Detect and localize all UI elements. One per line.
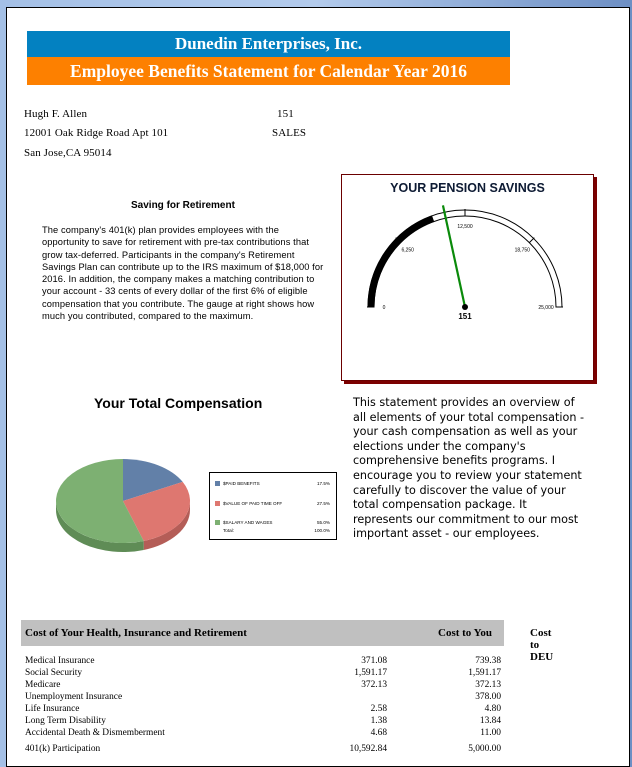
cost-to-company-value: 372.13: [475, 680, 501, 690]
gauge-tick-label: 18,750: [514, 247, 530, 254]
legend-item-paid-time-off: $VALUE OF PAID TIME OFF 27.5%: [215, 501, 330, 507]
legend-item-salary-wages: $SALARY AND WAGES 55.0%: [215, 520, 330, 526]
cost-to-company-value: 378.00: [475, 692, 501, 702]
col-header-cost-to-company: Cost to DEU: [530, 627, 554, 663]
cost-to-company-value: 739.38: [475, 656, 501, 666]
legend-swatch: [215, 520, 220, 525]
cost-table-row: [25, 727, 501, 739]
cost-table-row: [25, 703, 501, 715]
cost-item-name: 401(k) Participation: [25, 744, 101, 754]
gauge-tick-label: 6,250: [401, 247, 414, 254]
legend-swatch: [215, 501, 220, 506]
cost-to-you-value: 4.68: [370, 728, 387, 738]
legend-swatch: [215, 481, 220, 486]
gauge-needle: [443, 205, 465, 307]
cost-to-you-value: 1,591.17: [354, 668, 387, 678]
cost-to-you-value: 372.13: [361, 680, 387, 690]
cost-item-name: Medical Insurance: [25, 656, 95, 666]
pension-gauge-panel: [341, 174, 594, 381]
gauge-value-label: 151: [458, 312, 472, 321]
cost-item-name: Social Security: [25, 668, 83, 678]
cost-item-name: Medicare: [25, 680, 61, 690]
company-banner: [27, 31, 510, 57]
cost-table-title: Cost of Your Health, Insurance and Retirement: [25, 627, 247, 639]
company-name: Dunedin Enterprises, Inc.: [174, 34, 363, 53]
gauge-tick-label: 25,000: [538, 305, 554, 311]
cost-item-name: Life Insurance: [25, 704, 80, 714]
cost-table-row: [25, 655, 501, 667]
gauge-tick-label: 12,500: [457, 224, 473, 230]
statement-page: [6, 7, 630, 767]
compensation-pie-chart: [51, 454, 211, 564]
employee-name: Hugh F. Allen: [24, 108, 88, 120]
retirement-description: The company's 401(k) plan provides employees with the opportunity to save for retirement with pre-tax contributions that grow tax-deferred. Participants in the company's Retirement Savings Plan can contribute up to the IRS maximum of $18,000 for 2016. In addition, the company makes a matching contribution to your account - 33 cents of every dollar of the first 6% of eligible compensation that you contribute. The gauge at right shows how much you contributed, compared to the maximum.: [42, 225, 324, 322]
legend-total: Total: 100.0%: [223, 528, 330, 533]
compensation-overview-text: This statement provides an overview of all elements of your total compensation - your cash compensation as well as your elections under the company's comprehensive benefits programs. I encourage you to review your statement carefully to discover the value of your total compensation package. It represents our commitment to our most important asset - our employees.: [353, 396, 585, 541]
employee-department: SALES: [272, 127, 307, 139]
legend-item-paid-benefits: $PAID BENEFITS 17.5%: [215, 481, 330, 487]
pie-legend: [209, 472, 337, 540]
gauge-hub: [462, 304, 468, 310]
cost-to-company-value: 13.84: [479, 716, 501, 726]
cost-table-row: [25, 679, 501, 691]
gauge-tick-label: 0: [382, 305, 386, 311]
cost-to-company-value: 11.00: [480, 728, 501, 738]
cost-to-company-value: 1,591.17: [468, 668, 501, 678]
employee-id: 151: [277, 108, 294, 120]
pension-gauge: [342, 175, 593, 380]
compensation-title: Your Total Compensation: [94, 395, 263, 411]
gauge-title: YOUR PENSION SAVINGS: [390, 181, 545, 195]
cost-item-name: Long Term Disability: [25, 716, 106, 726]
cost-item-name: Unemployment Insurance: [25, 692, 123, 702]
cost-to-you-value: 10,592.84: [349, 744, 387, 754]
col-header-cost-to-you: Cost to You: [438, 627, 492, 639]
cost-table-row: [25, 667, 501, 679]
retirement-title: Saving for Retirement: [131, 200, 235, 211]
cost-to-you-value: 371.08: [361, 656, 387, 666]
statement-title-banner: [27, 57, 510, 85]
cost-table-row: [25, 743, 501, 755]
cost-to-you-value: 2.58: [370, 704, 387, 714]
cost-table-row: [25, 691, 501, 703]
cost-to-company-value: 5,000.00: [468, 744, 501, 754]
employee-street: 12001 Oak Ridge Road Apt 101: [24, 127, 169, 139]
cost-to-you-value: 1.38: [370, 716, 387, 726]
cost-item-name: Accidental Death & Dismemberment: [25, 728, 165, 738]
cost-table-row: [25, 715, 501, 727]
employee-city: San Jose,CA 95014: [24, 147, 112, 159]
statement-title: Employee Benefits Statement for Calendar Year 2016: [70, 61, 467, 81]
cost-to-company-value: 4.80: [484, 704, 501, 714]
